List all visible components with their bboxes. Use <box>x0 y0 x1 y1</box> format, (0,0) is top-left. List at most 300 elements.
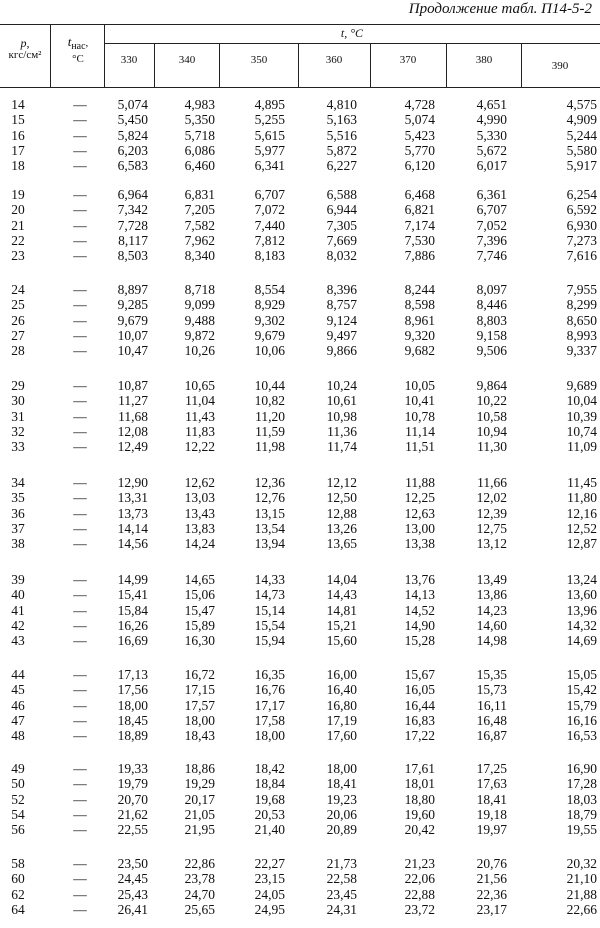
value-cell-380: 10,94 <box>476 423 507 439</box>
value-cell-370: 17,22 <box>404 728 435 744</box>
pressure-cell: 28 <box>11 343 25 359</box>
value-cell-340: 15,89 <box>184 617 215 633</box>
value-cell-390: 16,16 <box>566 712 597 728</box>
tsat-cell: — <box>73 761 87 776</box>
value-cell-330: 13,73 <box>117 505 148 521</box>
tsat-cell: — <box>73 682 87 698</box>
value-cell-330: 6,583 <box>117 158 148 174</box>
value-cell-390: 6,254 <box>566 187 597 202</box>
value-cell-370: 22,06 <box>404 871 435 887</box>
value-cell-350: 5,255 <box>254 112 285 128</box>
value-cell-340: 7,205 <box>184 202 215 218</box>
value-cell-380: 22,36 <box>476 886 507 902</box>
tsat-cell: — <box>73 327 87 343</box>
value-cell-380: 14,23 <box>476 602 507 618</box>
value-cell-380: 11,66 <box>477 475 507 490</box>
value-cell-350: 21,40 <box>254 822 285 838</box>
value-cell-340: 17,15 <box>184 682 215 698</box>
value-cell-380: 19,97 <box>476 822 507 838</box>
value-cell-330: 6,203 <box>117 142 148 158</box>
value-cell-340: 10,65 <box>184 378 215 393</box>
value-cell-370: 11,51 <box>405 439 435 455</box>
value-cell-390: 19,55 <box>566 822 597 838</box>
tsat-cell: — <box>73 901 87 917</box>
header-tsat-unit: °C <box>72 53 84 66</box>
value-cell-370: 20,42 <box>404 822 435 838</box>
value-cell-330: 5,074 <box>117 97 148 112</box>
value-cell-370: 19,60 <box>404 806 435 822</box>
value-cell-380: 17,63 <box>476 776 507 792</box>
value-cell-350: 13,15 <box>254 505 285 521</box>
value-cell-380: 14,60 <box>476 617 507 633</box>
value-cell-380: 15,35 <box>476 667 507 682</box>
tsat-cell: — <box>73 378 87 393</box>
value-cell-390: 18,79 <box>566 806 597 822</box>
tsat-cell: — <box>73 886 87 902</box>
value-cell-360: 8,757 <box>326 297 357 313</box>
pressure-cell: 49 <box>11 761 25 776</box>
pressure-cell: 23 <box>11 248 25 264</box>
value-cell-350: 11,59 <box>255 423 285 439</box>
value-cell-330: 25,43 <box>117 886 148 902</box>
value-cell-340: 18,43 <box>184 728 215 744</box>
value-cell-350: 23,15 <box>254 871 285 887</box>
value-cell-340: 9,872 <box>184 327 215 343</box>
value-cell-390: 8,650 <box>566 312 597 328</box>
tsat-cell: — <box>73 856 87 871</box>
value-cell-360: 16,00 <box>326 667 357 682</box>
value-cell-360: 5,163 <box>326 112 357 128</box>
value-cell-350: 10,82 <box>254 393 285 409</box>
value-cell-360: 5,872 <box>326 142 357 158</box>
value-cell-370: 7,530 <box>404 232 435 248</box>
value-cell-360: 12,88 <box>326 505 357 521</box>
value-cell-340: 5,718 <box>184 127 215 143</box>
value-cell-360: 13,65 <box>326 536 357 552</box>
value-cell-330: 7,728 <box>117 217 148 233</box>
value-cell-370: 12,25 <box>404 490 435 506</box>
value-cell-360: 19,23 <box>326 791 357 807</box>
value-cell-340: 16,30 <box>184 633 215 649</box>
value-cell-370: 16,83 <box>404 712 435 728</box>
tsat-cell: — <box>73 776 87 792</box>
value-cell-330: 18,00 <box>117 697 148 713</box>
value-cell-340: 13,03 <box>184 490 215 506</box>
value-cell-330: 16,69 <box>117 633 148 649</box>
pressure-cell: 30 <box>11 393 25 409</box>
value-cell-370: 8,961 <box>404 312 435 328</box>
value-cell-360: 21,73 <box>326 856 357 871</box>
value-cell-390: 11,80 <box>567 490 597 506</box>
value-cell-390: 13,24 <box>566 572 597 587</box>
value-cell-340: 13,43 <box>184 505 215 521</box>
value-cell-370: 6,821 <box>404 202 435 218</box>
value-cell-340: 10,26 <box>184 343 215 359</box>
pressure-cell: 36 <box>11 505 25 521</box>
pressure-cell: 27 <box>11 327 25 343</box>
value-cell-330: 17,13 <box>117 667 148 682</box>
tsat-cell: — <box>73 97 87 112</box>
value-cell-330: 19,33 <box>117 761 148 776</box>
value-cell-350: 20,53 <box>254 806 285 822</box>
value-cell-370: 6,468 <box>404 187 435 202</box>
pressure-cell: 32 <box>11 423 25 439</box>
tsat-cell: — <box>73 312 87 328</box>
value-cell-380: 14,98 <box>476 633 507 649</box>
value-cell-350: 7,440 <box>254 217 285 233</box>
value-cell-370: 13,00 <box>404 520 435 536</box>
value-cell-390: 13,60 <box>566 587 597 603</box>
value-cell-370: 10,41 <box>404 393 435 409</box>
value-cell-350: 15,14 <box>254 602 285 618</box>
value-cell-350: 9,679 <box>254 327 285 343</box>
pressure-cell: 40 <box>11 587 25 603</box>
value-cell-360: 8,396 <box>326 282 357 297</box>
tsat-cell: — <box>73 587 87 603</box>
table-caption: Продолжение табл. П14-5-2 <box>408 1 592 17</box>
value-cell-360: 17,19 <box>326 712 357 728</box>
value-cell-340: 8,718 <box>184 282 215 297</box>
value-cell-330: 18,45 <box>117 712 148 728</box>
value-cell-380: 7,746 <box>476 248 507 264</box>
value-cell-340: 18,00 <box>184 712 215 728</box>
value-cell-390: 4,909 <box>566 112 597 128</box>
pressure-cell: 42 <box>11 617 25 633</box>
value-cell-370: 7,174 <box>404 217 435 233</box>
value-cell-340: 25,65 <box>184 901 215 917</box>
value-cell-380: 20,76 <box>476 856 507 871</box>
value-cell-350: 10,06 <box>254 343 285 359</box>
pressure-cell: 44 <box>11 667 25 682</box>
value-cell-390: 8,993 <box>566 327 597 343</box>
value-cell-360: 9,124 <box>326 312 357 328</box>
value-cell-370: 13,76 <box>404 572 435 587</box>
value-cell-370: 11,88 <box>405 475 435 490</box>
value-cell-350: 4,895 <box>254 97 285 112</box>
value-cell-360: 6,588 <box>326 187 357 202</box>
value-cell-350: 15,94 <box>254 633 285 649</box>
value-cell-330: 23,50 <box>117 856 148 871</box>
value-cell-380: 8,446 <box>476 297 507 313</box>
value-cell-350: 8,929 <box>254 297 285 313</box>
tsat-cell: — <box>73 536 87 552</box>
value-cell-330: 24,45 <box>117 871 148 887</box>
value-cell-330: 11,27 <box>118 393 148 409</box>
value-cell-380: 17,25 <box>476 761 507 776</box>
value-cell-350: 5,977 <box>254 142 285 158</box>
tsat-cell: — <box>73 505 87 521</box>
value-cell-390: 7,616 <box>566 248 597 264</box>
tsat-cell: — <box>73 423 87 439</box>
value-cell-340: 6,831 <box>184 187 215 202</box>
value-cell-340: 18,86 <box>184 761 215 776</box>
value-cell-360: 9,866 <box>326 343 357 359</box>
pressure-cell: 41 <box>11 602 25 618</box>
value-cell-340: 21,95 <box>184 822 215 838</box>
value-cell-340: 14,65 <box>184 572 215 587</box>
value-cell-390: 12,16 <box>566 505 597 521</box>
pressure-cell: 60 <box>11 871 25 887</box>
value-cell-370: 11,14 <box>405 423 435 439</box>
value-cell-340: 7,582 <box>184 217 215 233</box>
value-cell-350: 16,35 <box>254 667 285 682</box>
tsat-cell: — <box>73 633 87 649</box>
value-cell-330: 19,79 <box>117 776 148 792</box>
tsat-cell: — <box>73 408 87 424</box>
value-cell-350: 7,812 <box>254 232 285 248</box>
value-cell-390: 14,69 <box>566 633 597 649</box>
value-cell-370: 5,423 <box>404 127 435 143</box>
tsat-cell: — <box>73 232 87 248</box>
value-cell-380: 8,097 <box>476 282 507 297</box>
value-cell-380: 4,990 <box>476 112 507 128</box>
tsat-cell: — <box>73 112 87 128</box>
pressure-cell: 22 <box>11 232 25 248</box>
value-cell-390: 14,32 <box>566 617 597 633</box>
value-cell-390: 9,337 <box>566 343 597 359</box>
value-cell-380: 8,803 <box>476 312 507 328</box>
value-cell-390: 4,575 <box>566 97 597 112</box>
value-cell-330: 5,824 <box>117 127 148 143</box>
pressure-cell: 64 <box>11 901 25 917</box>
value-cell-390: 11,45 <box>567 475 597 490</box>
value-cell-340: 12,62 <box>184 475 215 490</box>
pressure-cell: 62 <box>11 886 25 902</box>
value-cell-390: 12,87 <box>566 536 597 552</box>
value-cell-370: 10,78 <box>404 408 435 424</box>
pressure-cell: 54 <box>11 806 25 822</box>
tsat-cell: — <box>73 282 87 297</box>
value-cell-330: 7,342 <box>117 202 148 218</box>
pressure-cell: 52 <box>11 791 25 807</box>
value-cell-350: 17,58 <box>254 712 285 728</box>
value-cell-340: 5,350 <box>184 112 215 128</box>
value-cell-390: 10,74 <box>566 423 597 439</box>
value-cell-390: 16,53 <box>566 728 597 744</box>
tsat-cell: — <box>73 871 87 887</box>
value-cell-390: 7,955 <box>566 282 597 297</box>
value-cell-370: 5,074 <box>404 112 435 128</box>
value-cell-380: 6,707 <box>476 202 507 218</box>
value-cell-340: 11,43 <box>185 408 215 424</box>
value-cell-340: 24,70 <box>184 886 215 902</box>
value-cell-370: 15,67 <box>404 667 435 682</box>
header-temp-390: 390 <box>551 60 569 72</box>
value-cell-370: 14,52 <box>404 602 435 618</box>
tsat-cell: — <box>73 572 87 587</box>
value-cell-330: 12,08 <box>117 423 148 439</box>
value-cell-350: 13,94 <box>254 536 285 552</box>
header-pressure-symbol: p, <box>20 36 30 50</box>
value-cell-380: 18,41 <box>476 791 507 807</box>
value-cell-350: 8,183 <box>254 248 285 264</box>
value-cell-340: 15,06 <box>184 587 215 603</box>
tsat-cell: — <box>73 806 87 822</box>
value-cell-350: 5,615 <box>254 127 285 143</box>
pressure-cell: 25 <box>11 297 25 313</box>
tsat-cell: — <box>73 439 87 455</box>
value-cell-340: 4,983 <box>184 97 215 112</box>
value-cell-360: 9,497 <box>326 327 357 343</box>
pressure-cell: 24 <box>11 282 25 297</box>
value-cell-390: 18,03 <box>566 791 597 807</box>
value-cell-350: 6,341 <box>254 158 285 174</box>
value-cell-370: 4,728 <box>404 97 435 112</box>
value-cell-340: 20,17 <box>184 791 215 807</box>
value-cell-350: 11,20 <box>255 408 285 424</box>
value-cell-330: 14,56 <box>117 536 148 552</box>
value-cell-360: 17,60 <box>326 728 357 744</box>
value-cell-360: 15,21 <box>326 617 357 633</box>
pressure-cell: 50 <box>11 776 25 792</box>
value-cell-360: 10,61 <box>326 393 357 409</box>
value-cell-380: 7,396 <box>476 232 507 248</box>
value-cell-370: 18,01 <box>404 776 435 792</box>
value-cell-380: 6,017 <box>476 158 507 174</box>
value-cell-390: 5,244 <box>566 127 597 143</box>
value-cell-330: 26,41 <box>117 901 148 917</box>
value-cell-330: 14,99 <box>117 572 148 587</box>
value-cell-370: 8,244 <box>404 282 435 297</box>
value-cell-330: 22,55 <box>117 822 148 838</box>
value-cell-380: 12,75 <box>476 520 507 536</box>
value-cell-340: 9,099 <box>184 297 215 313</box>
value-cell-360: 20,89 <box>326 822 357 838</box>
tsat-cell: — <box>73 393 87 409</box>
header-pressure-unit: кгс/см² <box>8 49 42 61</box>
value-cell-380: 16,11 <box>477 697 507 713</box>
pressure-cell: 18 <box>11 158 25 174</box>
tsat-cell: — <box>73 697 87 713</box>
value-cell-350: 12,36 <box>254 475 285 490</box>
pressure-cell: 20 <box>11 202 25 218</box>
pressure-cell: 47 <box>11 712 25 728</box>
value-cell-340: 7,962 <box>184 232 215 248</box>
value-cell-380: 7,052 <box>476 217 507 233</box>
pressure-cell: 26 <box>11 312 25 328</box>
value-cell-340: 9,488 <box>184 312 215 328</box>
value-cell-330: 10,87 <box>117 378 148 393</box>
value-cell-330: 15,84 <box>117 602 148 618</box>
value-cell-370: 15,28 <box>404 633 435 649</box>
value-cell-360: 20,06 <box>326 806 357 822</box>
value-cell-380: 6,361 <box>476 187 507 202</box>
header-temp-360: 360 <box>325 54 343 66</box>
value-cell-370: 21,23 <box>404 856 435 871</box>
value-cell-330: 5,450 <box>117 112 148 128</box>
value-cell-350: 15,54 <box>254 617 285 633</box>
value-cell-340: 21,05 <box>184 806 215 822</box>
header-tsat-sub: нас <box>71 41 86 53</box>
value-cell-390: 21,88 <box>566 886 597 902</box>
value-cell-370: 9,682 <box>404 343 435 359</box>
value-cell-360: 8,032 <box>326 248 357 264</box>
value-cell-330: 17,56 <box>117 682 148 698</box>
tsat-cell: — <box>73 822 87 838</box>
pressure-cell: 48 <box>11 728 25 744</box>
value-cell-350: 24,95 <box>254 901 285 917</box>
value-cell-370: 14,90 <box>404 617 435 633</box>
value-cell-340: 11,04 <box>185 393 215 409</box>
value-cell-390: 11,09 <box>567 439 597 455</box>
value-cell-390: 22,66 <box>566 901 597 917</box>
value-cell-350: 13,54 <box>254 520 285 536</box>
value-cell-380: 10,58 <box>476 408 507 424</box>
value-cell-390: 10,04 <box>566 393 597 409</box>
tsat-cell: — <box>73 728 87 744</box>
value-cell-390: 15,42 <box>566 682 597 698</box>
value-cell-370: 16,05 <box>404 682 435 698</box>
value-cell-360: 11,74 <box>327 439 357 455</box>
value-cell-330: 18,89 <box>117 728 148 744</box>
value-cell-360: 11,36 <box>327 423 357 439</box>
value-cell-380: 11,30 <box>477 439 507 455</box>
pressure-cell: 39 <box>11 572 25 587</box>
value-cell-360: 13,26 <box>326 520 357 536</box>
value-cell-360: 10,24 <box>326 378 357 393</box>
value-cell-370: 16,44 <box>404 697 435 713</box>
value-cell-370: 23,72 <box>404 901 435 917</box>
value-cell-370: 22,88 <box>404 886 435 902</box>
value-cell-350: 18,42 <box>254 761 285 776</box>
value-cell-330: 10,47 <box>117 343 148 359</box>
value-cell-360: 23,45 <box>326 886 357 902</box>
value-cell-360: 16,40 <box>326 682 357 698</box>
value-cell-340: 8,340 <box>184 248 215 264</box>
value-cell-350: 16,76 <box>254 682 285 698</box>
value-cell-360: 15,60 <box>326 633 357 649</box>
value-cell-340: 11,83 <box>185 423 215 439</box>
pressure-cell: 38 <box>11 536 25 552</box>
header-tsat: $t_{нас}$, °C <box>52 36 104 65</box>
pressure-cell: 33 <box>11 439 25 455</box>
value-cell-350: 18,00 <box>254 728 285 744</box>
value-cell-390: 5,917 <box>566 158 597 174</box>
pressure-cell: 34 <box>11 475 25 490</box>
value-cell-330: 8,117 <box>118 232 148 248</box>
value-cell-370: 12,63 <box>404 505 435 521</box>
value-cell-370: 5,770 <box>404 142 435 158</box>
value-cell-380: 21,56 <box>476 871 507 887</box>
header-temp-330: 330 <box>120 54 138 66</box>
header-tsat-symbol: t <box>67 34 72 49</box>
tsat-cell: — <box>73 343 87 359</box>
value-cell-390: 16,90 <box>566 761 597 776</box>
value-cell-350: 19,68 <box>254 791 285 807</box>
tsat-cell: — <box>73 297 87 313</box>
value-cell-380: 19,18 <box>476 806 507 822</box>
value-cell-360: 14,81 <box>326 602 357 618</box>
tsat-cell: — <box>73 217 87 233</box>
value-cell-350: 10,44 <box>254 378 285 393</box>
value-cell-390: 9,689 <box>566 378 597 393</box>
value-cell-330: 16,26 <box>117 617 148 633</box>
value-cell-350: 8,554 <box>254 282 285 297</box>
value-cell-340: 23,78 <box>184 871 215 887</box>
value-cell-350: 17,17 <box>254 697 285 713</box>
value-cell-380: 13,12 <box>476 536 507 552</box>
value-cell-380: 12,39 <box>476 505 507 521</box>
pressure-cell: 29 <box>11 378 25 393</box>
value-cell-390: 20,32 <box>566 856 597 871</box>
header-temp-370: 370 <box>399 54 417 66</box>
value-cell-370: 17,61 <box>404 761 435 776</box>
pressure-cell: 15 <box>11 112 25 128</box>
pressure-cell: 37 <box>11 520 25 536</box>
tsat-cell: — <box>73 667 87 682</box>
value-cell-390: 6,592 <box>566 202 597 218</box>
value-cell-360: 14,43 <box>326 587 357 603</box>
